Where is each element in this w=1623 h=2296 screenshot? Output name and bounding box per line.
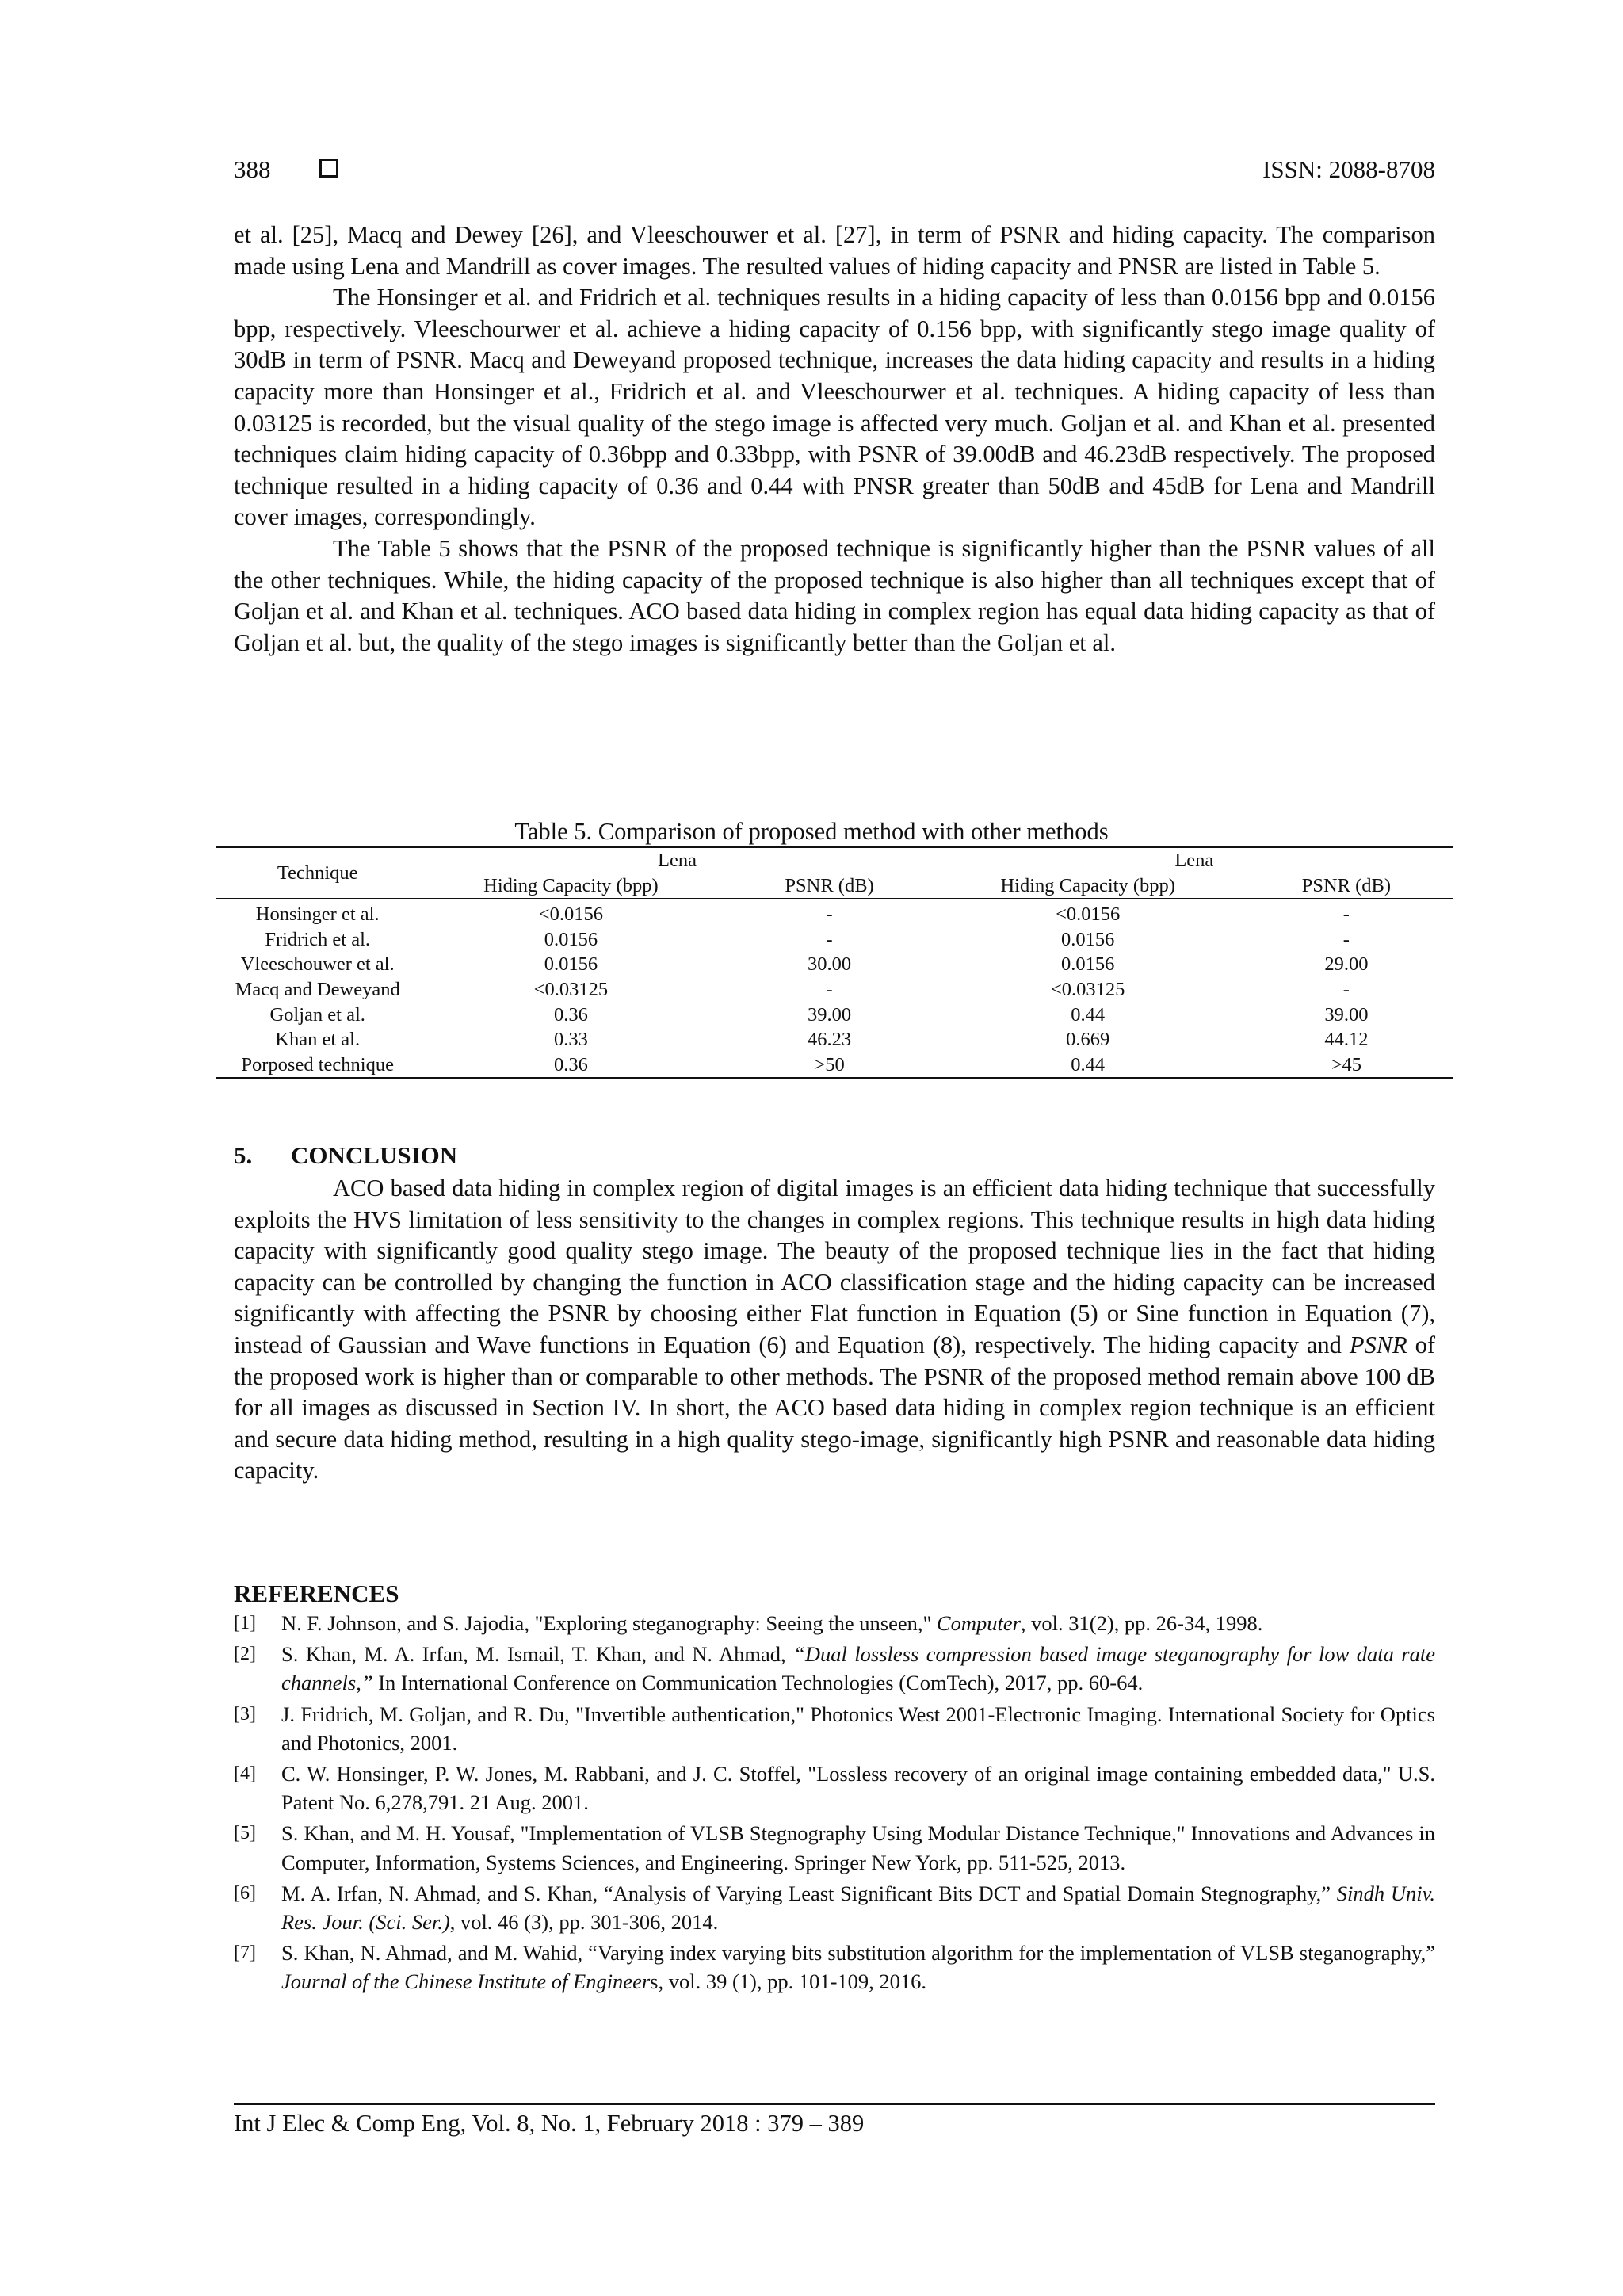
section-heading bbox=[234, 1141, 457, 1170]
column-header: PSNR (dB) bbox=[723, 873, 935, 899]
footer-rule bbox=[234, 2103, 1435, 2105]
reference-number: [4] bbox=[234, 1763, 256, 1785]
table-row bbox=[216, 1027, 1453, 1052]
paragraph: The Honsinger et al. and Fridrich et al. techniques results in a hiding capacity of less than 0.0156 bpp and 0.0156 bpp, respectively. Vleeschourwer et al. achieve a hiding capacity of 0.156 bpp, with significantly stego image quality of 30dB in term of PSNR. Macq and Deweyand proposed technique, increases the data hiding capacity and results in a hiding capacity more than Honsinger et al., Fridrich et al. and Vleeschourwer et al. techniques. A hiding capacity of less than 0.03125 is recorded, but the visual quality of the stego image is affected very much. Goljan et al. and Khan et al. presented techniques claim hiding capacity of 0.36bpp and 0.33bpp, with PSNR of 39.00dB and 46.23dB respectively. The proposed technique resulted in a hiding capacity of 0.36 and 0.44 with PNSR greater than 50dB and 45dB for Lena and Mandrill cover images, correspondingly. bbox=[234, 284, 1435, 531]
body-text bbox=[234, 220, 1435, 659]
footer-citation: Int J Elec & Comp Eng, Vol. 8, No. 1, February 2018 : 379 – 389 bbox=[234, 2110, 865, 2137]
column-group-lena: Lena bbox=[658, 850, 697, 871]
reference-number: [2] bbox=[234, 1644, 256, 1665]
reference-number: [6] bbox=[234, 1882, 256, 1904]
reference-item: [3] J. Fridrich, M. Goljan, and R. Du, "Invertible authentication," Photonics West 2001-Electronic Imaging. International Society for Optics and Photonics, 2001. bbox=[234, 1700, 1435, 1757]
table-cell: Porposed technique bbox=[216, 1052, 418, 1079]
table-cell: 29.00 bbox=[1324, 953, 1369, 976]
table-cell: - bbox=[1342, 928, 1350, 950]
paragraph: et al. [25], Macq and Dewey [26], and Vleeschouwer et al. [27], in term of PSNR and hiding capacity. The comparison made using Lena and Mandrill as cover images. The resulted values of hiding capacity and PNSR are listed in Table 5. bbox=[234, 221, 1435, 280]
table-cell: 0.0156 bbox=[544, 928, 598, 950]
section-title: CONCLUSION bbox=[291, 1141, 458, 1169]
table-cell: - bbox=[826, 904, 833, 926]
table-cell: <0.03125 bbox=[533, 978, 609, 1000]
table-row bbox=[216, 899, 1453, 927]
table-row bbox=[216, 1052, 1453, 1079]
table-cell: Khan et al. bbox=[275, 1029, 361, 1051]
page-number: 388 bbox=[234, 155, 271, 183]
table-cell: 0.44 bbox=[936, 1052, 1240, 1079]
column-header: Hiding Capacity (bpp) bbox=[418, 873, 723, 899]
table-cell: 39.00 bbox=[807, 1003, 852, 1026]
table-cell: Vleeschouwer et al. bbox=[240, 953, 395, 976]
table-row bbox=[216, 952, 1453, 977]
reference-item: [5] S. Khan, and M. H. Yousaf, "Implementation of VLSB Stegnography Using Modular Distance Technique," Innovations and Advances in Computer, Information, Systems Sciences, and Engineering. Springer New York, pp. 511-525, 2013. bbox=[234, 1819, 1435, 1876]
table-row bbox=[216, 977, 1453, 1003]
table-cell: >45 bbox=[1240, 1052, 1453, 1079]
paragraph: ACO based data hiding in complex region of digital images is an efficient data hiding technique that successfully exploits the HVS limitation of less sensitivity to the changes in complex regions. This technique results in high data hiding capacity with significantly good quality stego image. The beauty of the proposed technique lies in the fact that hiding capacity can be controlled by changing the function in ACO classification stage and the hiding capacity can be increased significantly with affecting the PSNR by choosing either Flat function in Equation (5) or Sine function in Equation (7), instead of Gaussian and Wave functions in Equation (6) and Equation (8), respectively. The hiding capacity and PSNR of the proposed work is higher than or comparable to other methods. The PSNR of the proposed method remain above 100 dB for all images as discussed in Section IV. In short, the ACO based data hiding in complex region technique is an efficient and secure data hiding method, resulting in a high quality stego-image, significantly high PSNR and reasonable data hiding capacity. bbox=[234, 1175, 1435, 1484]
table-row bbox=[216, 927, 1453, 953]
table-cell: - bbox=[1342, 904, 1350, 926]
column-header-technique: Technique bbox=[216, 847, 418, 899]
conclusion-text bbox=[234, 1173, 1435, 1487]
reference-number: [1] bbox=[234, 1613, 256, 1633]
reference-number: [3] bbox=[234, 1703, 256, 1725]
table-cell: Honsinger et al. bbox=[255, 904, 380, 926]
paragraph: The Table 5 shows that the PSNR of the proposed technique is significantly higher than the PSNR values of all the other techniques. While, the hiding capacity of the proposed technique is also higher than all techniques except that of Goljan et al. and Khan et al. techniques. ACO based data hiding in complex region has equal data hiding capacity as that of Goljan et al. but, the quality of the stego images is significantly better than the Goljan et al. bbox=[234, 534, 1435, 656]
section-number: 5. bbox=[234, 1141, 253, 1169]
table-cell: - bbox=[826, 928, 833, 950]
references-list bbox=[234, 1609, 1435, 1999]
column-group-lena-2: Lena bbox=[1174, 850, 1214, 871]
column-header: PSNR (dB) bbox=[1240, 873, 1453, 899]
table-cell: Fridrich et al. bbox=[265, 928, 370, 950]
table-cell: Macq and Deweyand bbox=[235, 978, 400, 1000]
square-bullet-icon bbox=[319, 159, 338, 178]
table-cell: 39.00 bbox=[1324, 1003, 1369, 1026]
reference-item: [2] S. Khan, M. A. Irfan, M. Ismail, T. Khan, and N. Ahmad, “Dual lossless compression based image steganography for low data rate channels,” In International Conference on Communication Technologies (ComTech), 2017, pp. 60-64. bbox=[234, 1640, 1435, 1697]
table-cell: 30.00 bbox=[807, 953, 852, 976]
references-heading: REFERENCES bbox=[234, 1580, 399, 1607]
table-caption: Table 5. Comparison of proposed method with other methods bbox=[514, 818, 1109, 845]
table-row bbox=[216, 1003, 1453, 1028]
table-cell: 0.669 bbox=[1066, 1029, 1110, 1051]
reference-item: [6] M. A. Irfan, N. Ahmad, and S. Khan, “Analysis of Varying Least Significant Bits DCT and Spatial Domain Stegnography,” Sindh Univ. Res. Jour. (Sci. Ser.), vol. 46 (3), pp. 301-306, 2014. bbox=[234, 1879, 1435, 1936]
table-cell: 0.0156 bbox=[1061, 953, 1115, 976]
issn: ISSN: 2088-8708 bbox=[1262, 155, 1435, 183]
column-header: Hiding Capacity (bpp) bbox=[936, 873, 1240, 899]
reference-number: [7] bbox=[234, 1943, 256, 1964]
table-cell: 0.44 bbox=[1071, 1003, 1106, 1026]
reference-number: [5] bbox=[234, 1823, 256, 1844]
reference-item: [1] N. F. Johnson, and S. Jajodia, "Exploring steganography: Seeing the unseen," Computer, vol. 31(2), pp. 26-34, 1998. bbox=[234, 1609, 1435, 1637]
table-cell: <0.0156 bbox=[538, 904, 603, 926]
table-cell: 0.0156 bbox=[1061, 928, 1115, 950]
table-cell: <0.03125 bbox=[1050, 978, 1125, 1000]
table-cell: 0.36 bbox=[418, 1052, 723, 1079]
comparison-table bbox=[216, 846, 1453, 1079]
table-cell: 0.33 bbox=[553, 1029, 588, 1051]
table-cell: - bbox=[826, 978, 833, 1000]
reference-item: [7] S. Khan, N. Ahmad, and M. Wahid, “Varying index varying bits substitution algorithm for the implementation of VLSB steganography,” Journal of the Chinese Institute of Engineers, vol. 39 (1), pp. 101-109, 2016. bbox=[234, 1939, 1435, 1996]
table-cell: <0.0156 bbox=[1056, 904, 1121, 926]
table-cell: Goljan et al. bbox=[269, 1003, 365, 1026]
table-cell: >50 bbox=[723, 1052, 935, 1079]
table-cell: 0.36 bbox=[553, 1003, 588, 1026]
table-cell: - bbox=[1342, 978, 1350, 1000]
table-cell: 0.0156 bbox=[544, 953, 598, 976]
table-cell: 46.23 bbox=[807, 1029, 852, 1051]
table-cell: 44.12 bbox=[1324, 1029, 1369, 1051]
reference-item: [4] C. W. Honsinger, P. W. Jones, M. Rabbani, and J. C. Stoffel, "Lossless recovery of an original image containing embedded data," U.S. Patent No. 6,278,791. 21 Aug. 2001. bbox=[234, 1759, 1435, 1817]
